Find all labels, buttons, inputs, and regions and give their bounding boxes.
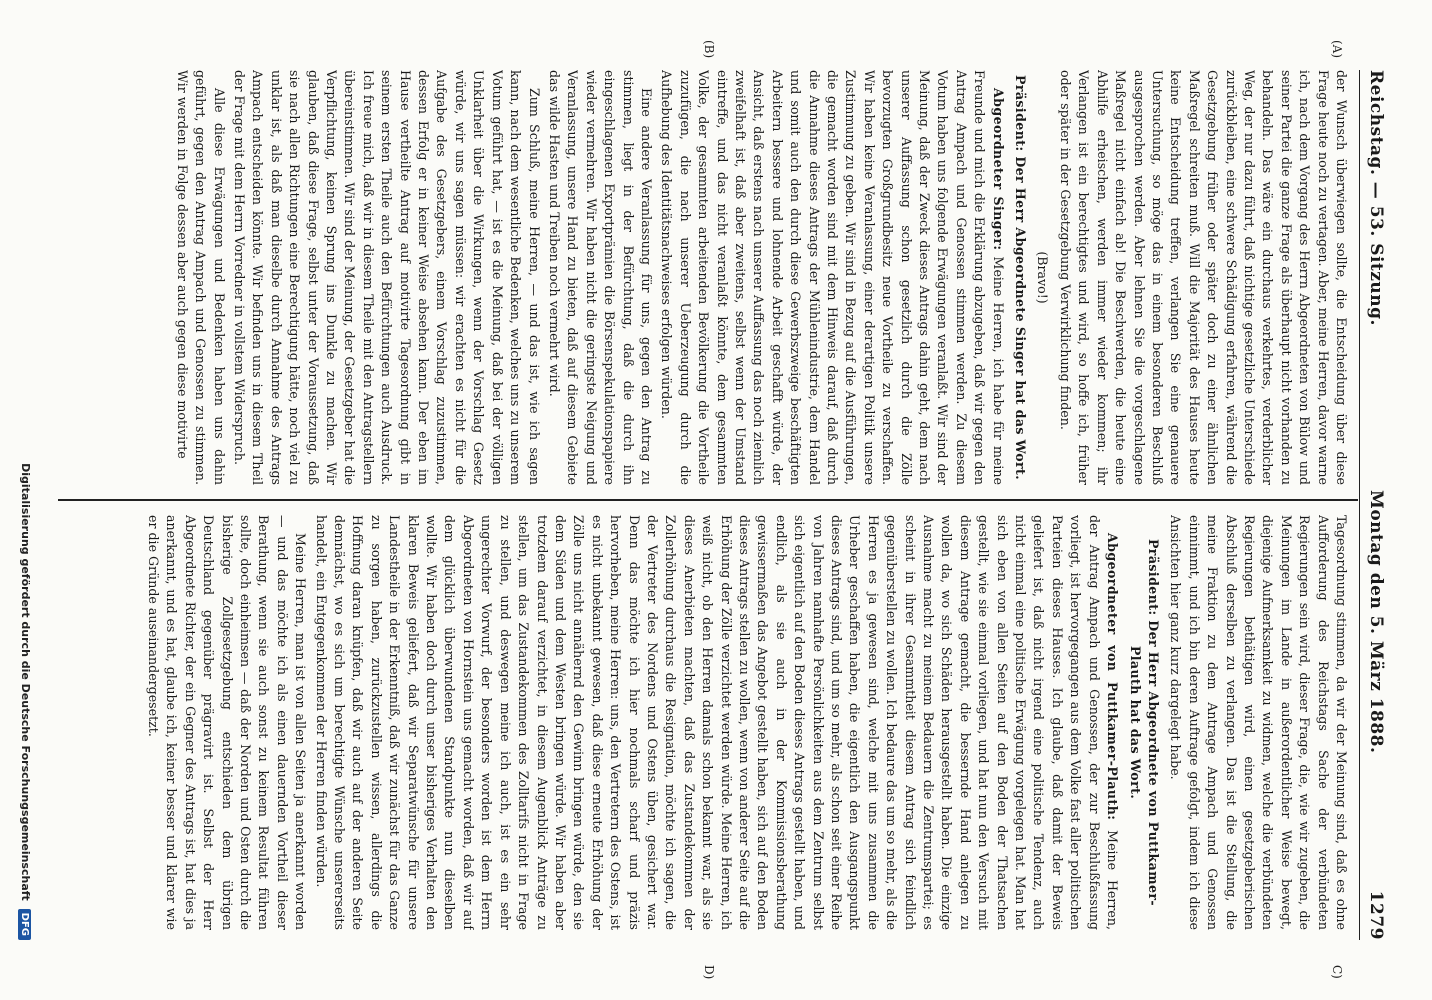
column-divider: [58, 499, 1358, 501]
paragraph: Alle diese Erwägungen und Bedenken haben uns dahin geführt, gegen den Antrag Ampach und Genossen zu stimmen. Wir werden in Folge dessen aber auch gegen diese motivirte: [174, 70, 227, 485]
paragraph: Zum Schluß, meine Herren, — und das ist, wie ich sagen kann, nach dem wesentliche Bedenken, welches uns zu unserem Votum geführt hat, — ist es die Meinung, daß bei der völligen Unklarheit über die Wirkungen, wenn der Vorschlag Gesetz würde, wir uns sagen müssen: wir erachten es nicht für die Aufgabe des Gesetzgebers, einem Vorschlag zuzustimmen, dessen Erfolg er in keiner Weise absehen kann. Der eben im Hause vertheilte Antrag auf motivirte Tagesordnung gibt in seinem ersten Theile auch den Befürchtungen auch Ausdruck. Ich freue mich, daß wir in diesem Theile mit den Antragstellern übereinstimmen. Wir sind der Meinung, der Gesetzgeber hat die Verpflichtung, keinen Sprung ins Dunkle zu machen. Wir glauben, daß diese Frage, selbst unter der Voraussetzung, daß sie nach allen Richtungen eine Berechtigung hätte, noch viel zu unklar ist, als daß man dieselbe durch Annahme des Antrags Ampach entscheiden könnte. Wir befinden uns in diesem Theil der Frage mit dem Herrn Vorredner in vollstem Widerspruch.: [232, 70, 542, 485]
speaker-name: Abgeordneter Singer:: [990, 88, 1006, 251]
applause-note: (Bravo!): [1035, 251, 1051, 304]
page-number: 1279: [1366, 890, 1386, 940]
speech-text: Meine Herren, der Antrag Ampach und Genossen, der zur Beschlußfassung vorliegt, ist hervorgegangen aus dem Volke fast aller politischen Parteien dieses Hauses. Ich glaube, daß damit der Beweis geliefert ist, daß nicht irgend eine politische Tendenz, auch nicht einmal eine politische Erwägung vorgelegen hat. Man hat sich eben von allen Seiten auf den Boden der Thatsachen gestellt, wie sie einmal vorliegen, und hat nun den Versuch mit diesem Antrage gemacht, die bessernde Hand anlegen zu wollen da, wo sich Schäden herausgestellt haben. Die einzige Ausnahme macht zu meinem Bedauern die Zentrumspartei; es scheint in ihrer Gesammtheit diesem Antrag sich feindlich gegenüberstellen zu wollen. Ich bedaure das um so mehr, als die Herren es ja gewesen sind, welche mit uns zusammen die Urheber geschaffen haben, die eigentlich den Ausgangspunkt dieses Antrags sind, und um so mehr, als schon seit einer Reihe von Jahren namhafte Persönlichkeiten aus dem Zentrum selbst sich eigentlich auf den Boden dieses Antrags gestellt haben, und endlich, als sie auch in der Kommissionsberathung gewissermaßen das Angebot gestellt haben, sich auf den Boden dieses Antrags stellen zu wollen, wenn von anderer Seite auf die Erhöhung der Zölle verzichtet werden würde. Meine Herren, ich weiß nicht, ob den Herren damals schon bekannt war, als sie dieses Anerbieten machten, daß das Zustandekommen der Zollerhöhung durchaus die Resignation, möchte ich sagen, die der Vertreter des Nordens und Ostens üben, gesichert war. Denn das möchte ich hier nochmals scharf und präzis hervorheben, meine Herren: uns, den Vertretern des Ostens, ist es nicht unbekannt gewesen, daß diese erneute Erhöhung der Zölle uns nicht annähernd den Gewinn bringen würde, den sie dem Süden und dem Westen bringen würde. Wir haben aber trotzdem darauf verzichtet, in diesem Augenblick Anträge zu stellen, um das Zustandekommen des Zolltarifs nicht in Frage zu stellen, und deswegen meine ich auch, ist es ein sehr ungerechter Vorwurf, der besonders worden ist dem Herrn Abgeordneten von Hornstein uns gemacht worden, daß wir auf dem glücklich überwundenen Standpunkte nun dieselben wollte. Wir haben doch durch unser bisheriges Verhalten den klaren Beweis geliefert, daß wir Separatwünsche für unsere Landestheile in der Erkenntniß, daß wir zunächst für das Ganze zu sorgen haben, zurückzustellen wissen, allerdings die Hoffnung daran knüpfen, daß wir auch auf der anderen Seite demnächst, wo es sich um berechtigte Wünsche unsererseits handelt, ein Entgegenkommen der Herren finden würden.: [313, 515, 1121, 930]
paragraph: Eine andere Veranlassung für uns, gegen den Antrag zu stimmen, liegt in der Befürchtung, daß die durch ihn eingeschlagenen Exportprämien die Börsenspekulationspapiere wieder vermehren. Wir haben nicht die geringste Neigung und Veranlassung, unsere Hand zu bieten, daß auf diesem Gebiete das wilde Hasten und Treiben noch vermehrt wird.: [546, 70, 654, 485]
president-line: Präsident: Der Herr Abgeordnete Singer hat das Wort.: [1013, 74, 1029, 481]
paragraph: der Wunsch überwiegen sollte, die Entscheidung über diese Frage heute noch zu vertagen. Aber, meine Herren, davor warne ich, nach dem Vorgang des Herrn Abgeordneten von Bülow und seiner Partei die ganze Frage als überhaupt nicht vorhanden zu behandeln. Das wäre ein durchaus verkehrtes, verderblicher Weg, der nur dazu führt, daß nichtige gesetzliche Unterschiede zurückbleiben, eine schwere Schädigung erfahren, während die Gesetzgebung früher oder später doch zu einer ähnlichen Maßregel schreiten muß. Will die Majorität des Hauses heute keine Entscheidung treffen, verlangen Sie eine genauere Untersuchung, so möge das in einem besonderen Beschluß ausgesprochen werden. Aber lehnen Sie die vorgeschlagene Maßregel nicht einfach ab! Die Beschwerden, die heute eine Abhilfe erheischen, werden immer wieder kommen; ihr Verlangen ist ein berechtigtes und wird, so hoffe ich, früher oder später in der Gesetzgebung Verwirklichung finden.: [1057, 70, 1349, 485]
dfg-logo: DFG: [18, 909, 31, 940]
paragraph: Meine Herren, man ist von allen Seiten ja anerkannt worden — und das möchte ich als einen dauernden Vortheil dieser Berathung, wenn sie auch sonst zu keinem Resultat führen sollte, doch einheimsen — daß der Norden und Osten durch die bisherige Zollgesetzgebung entschieden dem übrigen Deutschland gegenüber prägravirt ist. Selbst der Herr Abgeordnete Richter, der ein Gegner des Antrags ist, hat dies ja anerkannt, und es hat, glaube ich, keiner besser und klarer wie er die Gründe auseinandergesetzt.: [146, 515, 309, 930]
left-column: [60, 70, 1350, 485]
header-left: Reichstag. — 53. Sitzung.: [1366, 70, 1386, 326]
margin-marker-d: D): [702, 965, 716, 980]
president-line: Präsident: Der Herr Abgeordnete von Puttkamer-Plauth hat das Wort.: [1127, 538, 1161, 907]
paragraph: Tagesordnung stimmen, da wir der Meinung sind, daß es ohne Aufforderung des Reichstags Sache der verbündeten Regierungen sein wird, dieser Frage, die, wie wir zugeben, die Meinungen im Lande in außerordentlicher Weise bewegt, diejenige Aufmerksamkeit zu widmen, welche die verbündeten Regierungen bethätigen wird, einen gesetzgeberischen Abschluß derselben zu verlangen. Das ist die Stellung, die meine Fraktion zu dem Antrage Ampach und Genossen einnimmt, und ich bin deren Auftrage gefolgt, indem ich diese Ansichten hier ganz kurz dargelegt habe.: [1168, 515, 1349, 930]
speech-text: Meine Herren, ich habe für meine Freunde und mich die Erklärung abzugeben, daß wir gegen den Antrag Ampach und Genossen stimmen werden. Zu diesem Votum haben uns folgende Erwägungen veranlaßt. Wir sind der Meinung, daß der Zweck dieses Antrags dahin geht, dem nach unserer Auffassung schon gesetzlich durch die Zölle bevorzugten Großgrundbesitz neue Vortheile zu verschaffen. Wir haben keine Veranlassung, einer derartigen Politik unsere Zustimmung zu geben. Wir sind in Bezug auf die Ausführungen, die gemacht worden sind mit dem Hinweis darauf, daß durch die Annahme dieses Antrags der Mühlenindustrie, dem Handel und somit auch den durch diese Gewerbszweige beschäftigten Arbeitern bessere und lohnende Arbeit geschafft würde, der Ansicht, daß erstens nach unserer Auffassung das noch ziemlich zweifelhaft ist, daß aber zweitens, selbst wenn der Umstand eintreffe, und das nicht veranlaßt könnte, dem gesammten Volke, der gesammten arbeitenden Bevölkerung die Vortheile zuzufügen, die nach unserer Ueberzeugung durch die Aufhebung des Identitätsnachweises erfolgen würden.: [659, 70, 1006, 485]
credit-text: Digitalisierung gefördert durch die Deutsche Forschungsgemeinschaft: [19, 463, 32, 901]
speaker-name: Abgeordneter von Puttkamer-Plauth:: [1105, 533, 1121, 821]
digitization-credit: [18, 70, 32, 940]
margin-marker-a: (A): [1330, 40, 1344, 59]
header-date: Montag den 5. März 1888.: [1366, 490, 1386, 754]
margin-marker-c: C): [1330, 965, 1344, 979]
speech-paragraph: [657, 70, 1007, 485]
right-column: [60, 515, 1350, 930]
page-header: [1359, 70, 1394, 940]
margin-marker-b: (B): [702, 40, 716, 59]
speech-paragraph: [311, 515, 1121, 930]
